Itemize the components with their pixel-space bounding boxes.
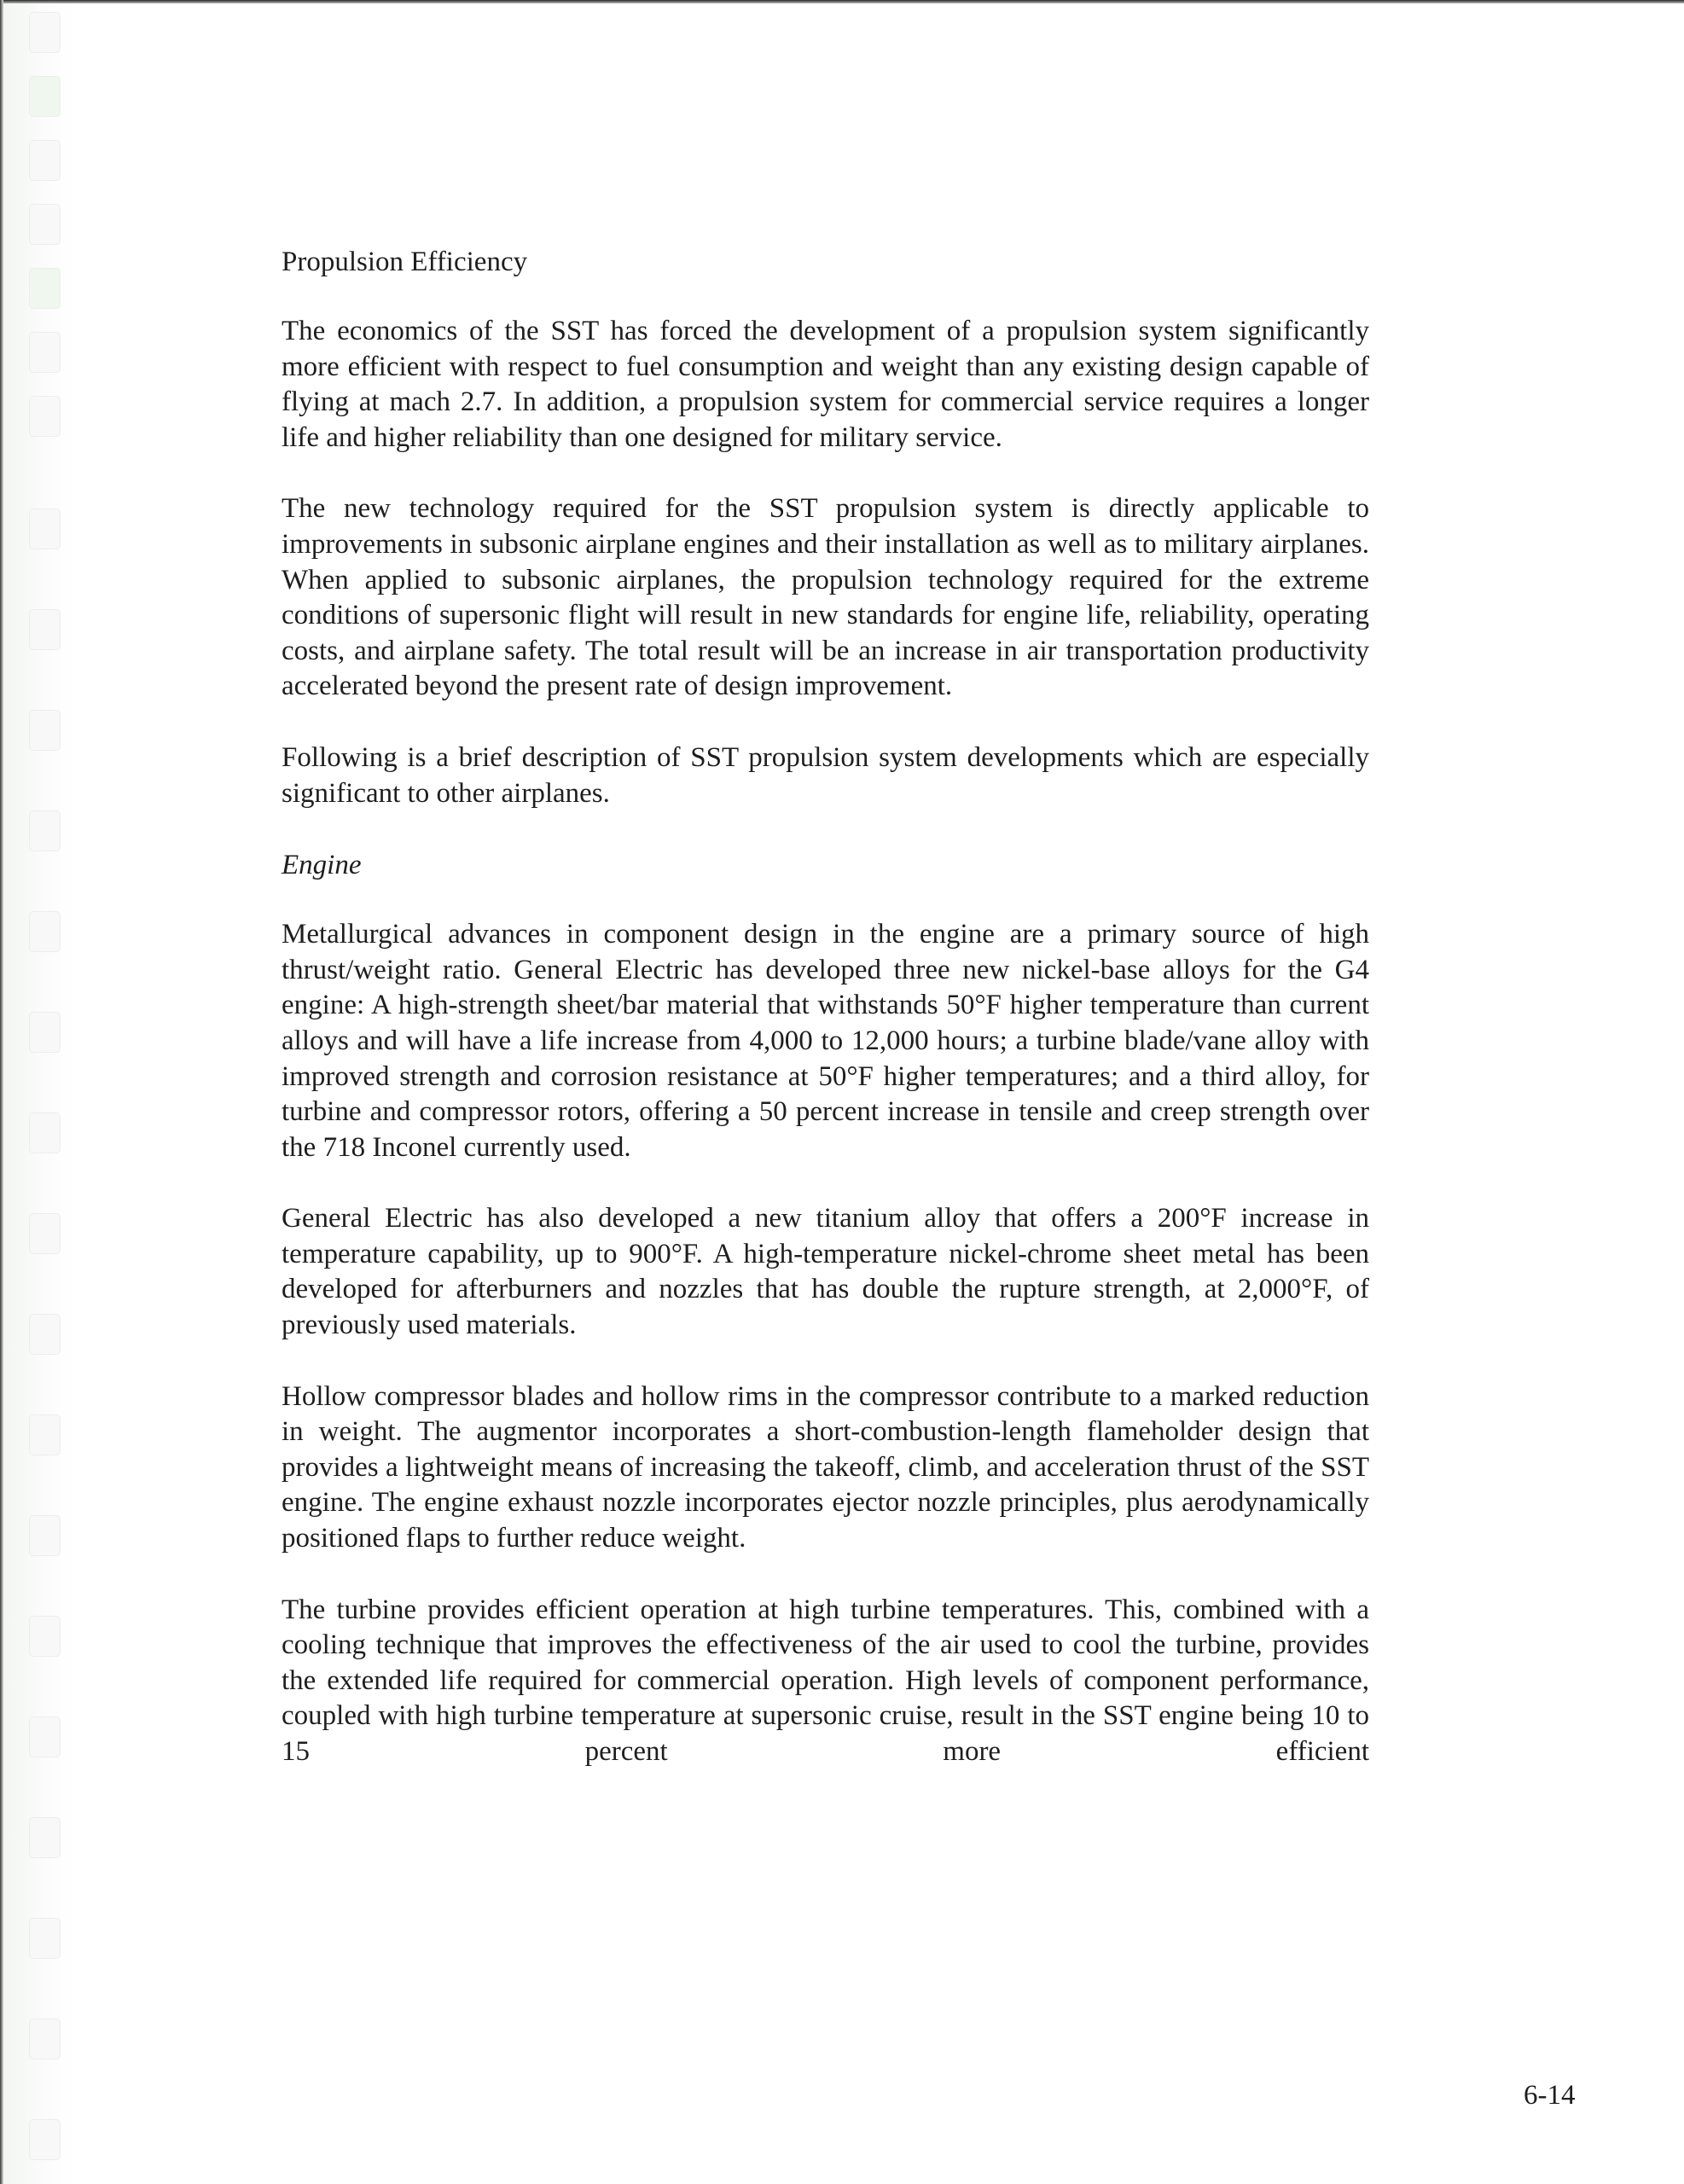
paragraph-hollow-compressor: Hollow compressor blades and hollow rims in the compressor contribute to a marked reduction in weight. The augmentor incorporates a short-combustion-length flameholder design that provides a lightweight means of increasing the takeoff, climb, and acceleration thrust of the SST engine. The engine exhaust nozzle incorporates ejector nozzle principles, plus aerodynamically positioned flaps to further reduce weight. <box>282 1380 1369 1554</box>
binder-hole <box>29 140 61 181</box>
binder-hole <box>29 508 61 549</box>
binder-hole <box>29 1213 61 1254</box>
binder-hole <box>29 1817 61 1858</box>
binder-margin <box>0 0 77 2184</box>
binder-hole <box>29 268 61 309</box>
binder-hole <box>29 1918 61 1959</box>
paragraph-titanium-alloy: General Electric has also developed a new titanium alloy that offers a 200°F increase in temperature capability, up to 900°F. A high-temperature nickel-chrome sheet metal has been developed for afterburners and nozzles that has double the rupture strength, at 2,000°F, of previously used materials. <box>282 1203 1369 1341</box>
page-top-edge <box>0 0 1684 3</box>
binder-hole <box>29 1012 61 1053</box>
binder-hole <box>29 810 61 851</box>
page-left-edge <box>0 0 3 2184</box>
binder-hole <box>29 609 61 650</box>
section-title: Propulsion Efficiency <box>282 247 528 277</box>
paragraph-turbine: The turbine provides efficient operation at high turbine temperatures. This, combined with a cooling technique that improves the effectiveness of the air used to cool the turbine, provides the extended life required for commercial operation. High levels of component performance, coupled with high turbine temperature at supersonic cruise, result in the SST engine being 10 to 15 percent more efficient <box>282 1594 1369 1767</box>
paragraph-new-technology: The new technology required for the SST propulsion system is directly applicable to improvements in subsonic airplane engines and their installation as well as to military airplanes. When applied to subsonic airplanes, the propulsion technology required for the extreme conditions of supersonic flight will result in new standards for engine life, reliability, operating costs, and airplane safety. The total result will be an increase in air transportation productivity accelerated beyond the present rate of design improvement. <box>282 493 1369 702</box>
binder-hole <box>29 204 61 245</box>
binder-hole <box>29 1314 61 1355</box>
binder-hole <box>29 396 61 437</box>
binder-hole <box>29 1716 61 1757</box>
binder-hole <box>29 2119 61 2160</box>
binder-hole <box>29 911 61 952</box>
binder-hole <box>29 332 61 373</box>
paragraph-economics: The economics of the SST has forced the development of a propulsion system significantly more efficient with respect to fuel consumption and weight than any existing design capable of flying at mach 2.7. In addition, a propulsion system for commercial service requires a longer life and higher reliability than one designed for military service. <box>282 316 1369 453</box>
binder-hole <box>29 1414 61 1455</box>
binder-hole <box>29 1616 61 1657</box>
subsection-title-engine: Engine <box>282 850 362 881</box>
page-number: 6-14 <box>1524 2080 1576 2111</box>
binder-hole <box>29 76 61 117</box>
binder-hole <box>29 2018 61 2059</box>
binder-hole <box>29 12 61 53</box>
binder-hole <box>29 710 61 751</box>
binder-hole <box>29 1112 61 1153</box>
paragraph-following: Following is a brief description of SST propulsion system developments which are especially significant to other airplanes. <box>282 741 1369 809</box>
binder-hole <box>29 1515 61 1556</box>
page-body <box>282 244 1369 1806</box>
paragraph-metallurgical: Metallurgical advances in component design in the engine are a primary source of high thrust/weight ratio. General Electric has developed three new nickel-base alloys for the G4 engine: A high-strength sheet/bar material that withstands 50°F higher temperature than current alloys and will have a life increase from 4,000 to 12,000 hours; a turbine blade/vane alloy with improved strength and corrosion resistance at 50°F higher temperatures; and a third alloy, for turbine and compressor rotors, offering a 50 percent increase in tensile and creep strength over the 718 Inconel currently used. <box>282 919 1369 1163</box>
